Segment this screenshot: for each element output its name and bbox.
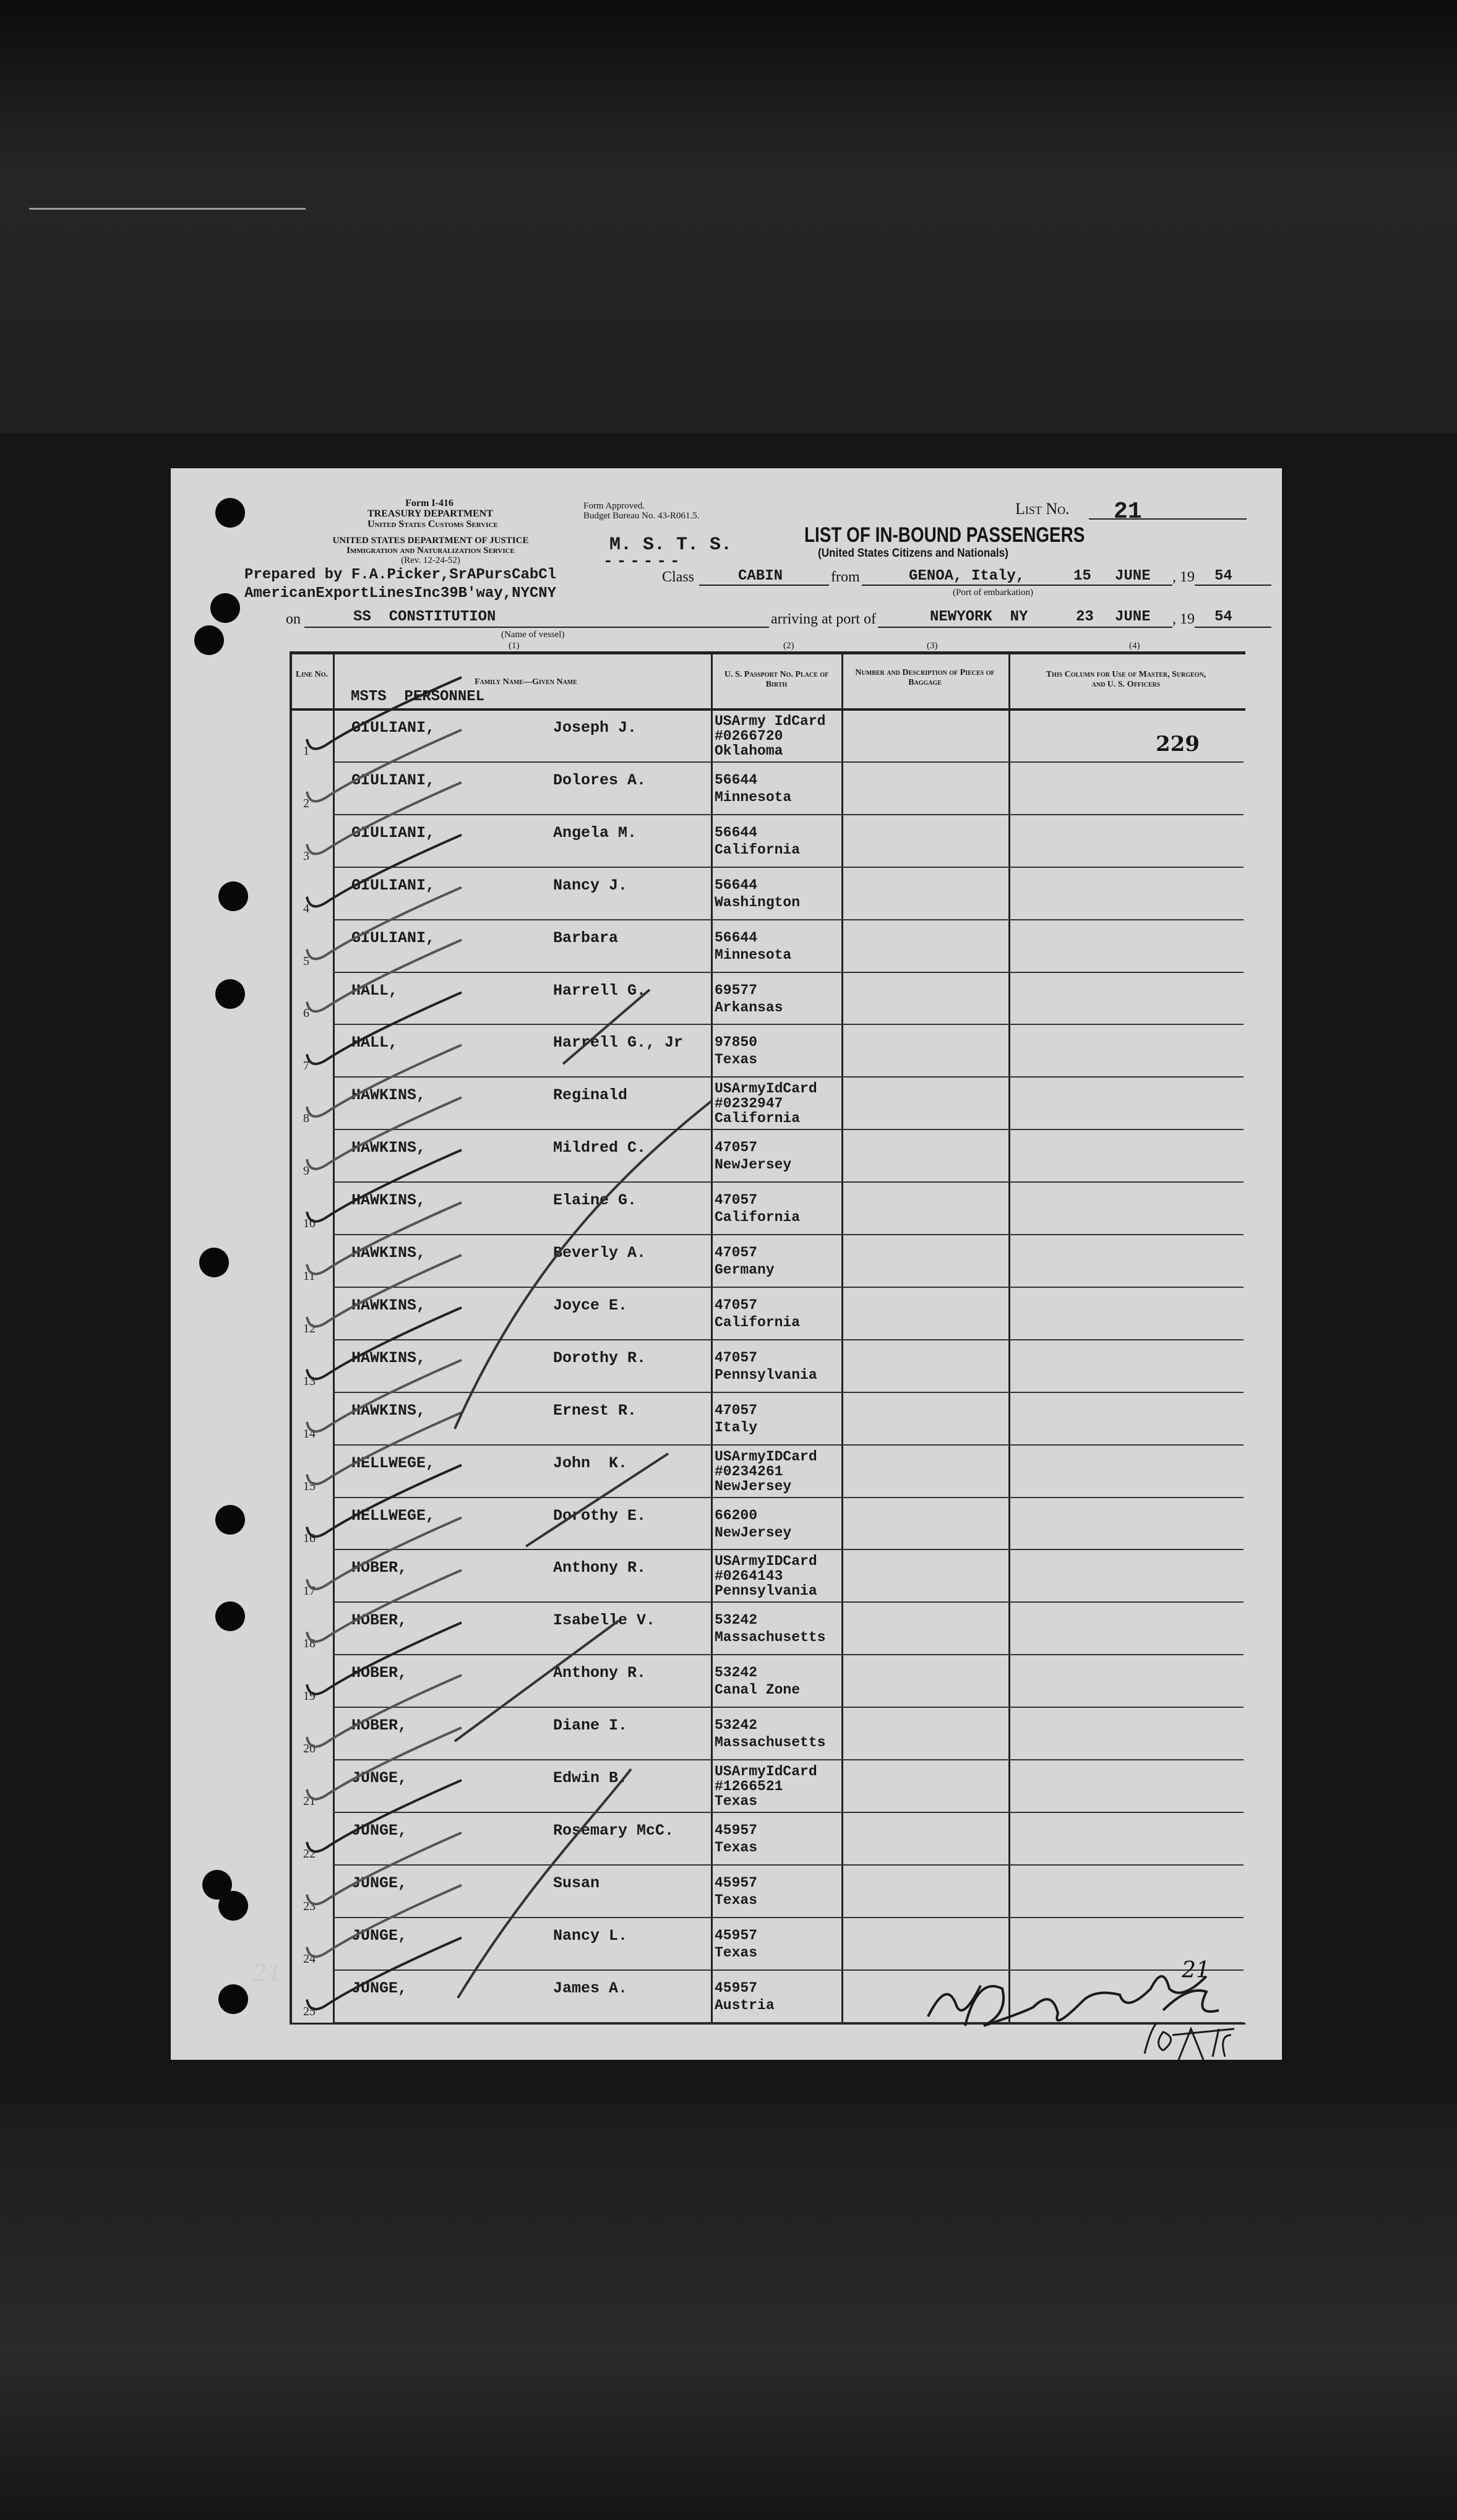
given-name: Dorothy E. xyxy=(553,1506,647,1525)
passport-line: Texas xyxy=(715,1944,758,1961)
check-mark xyxy=(307,1833,462,1905)
family-name: HOBER, xyxy=(351,1664,408,1682)
check-mark xyxy=(307,888,462,959)
given-name: Beverly A. xyxy=(553,1244,647,1262)
given-name: Anthony R. xyxy=(553,1664,647,1682)
passport-line: Arkansas xyxy=(715,999,783,1016)
family-name: GIULIANI, xyxy=(351,928,436,947)
check-mark xyxy=(307,1885,462,1957)
passport-line: Pennsylvania xyxy=(715,1366,817,1383)
line-number: 10 xyxy=(303,1217,316,1230)
passport-line: NewJersey xyxy=(715,1478,792,1494)
passport-line: Canal Zone xyxy=(715,1682,801,1699)
arrival-port: NEWYORK NY xyxy=(930,609,1028,625)
check-mark xyxy=(307,1938,462,2010)
line-number: 9 xyxy=(303,1164,309,1178)
family-name: GIULIANI, xyxy=(351,876,436,894)
passport-line: Massachusetts xyxy=(715,1629,826,1646)
given-name: Harrell G. xyxy=(553,981,647,1000)
family-name: JUNGE, xyxy=(351,1874,408,1892)
header-baggage: Number and Description of Pieces of Baggage xyxy=(855,668,995,687)
check-mark xyxy=(307,940,462,1012)
passport-line: Minnesota xyxy=(715,946,792,963)
family-name: HOBER, xyxy=(351,1611,408,1630)
family-name: HAWKINS, xyxy=(351,1191,426,1210)
column-number-3: (3) xyxy=(927,641,938,651)
pencil-stroke xyxy=(563,990,650,1064)
header-name: Family Name—Given Name xyxy=(475,677,577,687)
line-number: 4 xyxy=(303,901,309,915)
officer-note: 229 xyxy=(1156,732,1200,756)
column-number-1: (1) xyxy=(509,641,520,651)
passport-line: 45957 xyxy=(715,1874,758,1891)
passport-line: #0266720 xyxy=(715,728,783,744)
line-number: 18 xyxy=(303,1637,316,1651)
line-number: 7 xyxy=(303,1059,309,1073)
line-number: 17 xyxy=(303,1584,316,1598)
passport-line: California xyxy=(715,1314,801,1331)
family-name: GIULIANI, xyxy=(351,823,436,842)
margin-count: 21 xyxy=(252,1960,283,1987)
family-name: HAWKINS, xyxy=(351,1296,426,1314)
given-name: Harrell G., Jr xyxy=(553,1034,684,1052)
passport-line: Texas xyxy=(715,1052,758,1068)
passport-line: California xyxy=(715,1209,801,1226)
given-name: James A. xyxy=(553,1979,628,1997)
family-name: HELLWEGE, xyxy=(351,1454,436,1472)
given-name: Angela M. xyxy=(553,823,637,842)
passport-line: 47057 xyxy=(715,1192,758,1209)
passport-line: #0232947 xyxy=(715,1095,783,1112)
list-number-label: List No. xyxy=(1015,500,1070,518)
given-name: Anthony R. xyxy=(553,1559,647,1577)
given-name: Ernest R. xyxy=(553,1401,637,1420)
arriving-label: arriving at port of xyxy=(769,611,878,628)
passport-line: 45957 xyxy=(715,1822,758,1838)
given-name: Elaine G. xyxy=(553,1191,637,1210)
budget-bureau: Budget Bureau No. 43-R061.5. xyxy=(583,511,700,521)
passport-line: USArmyIdCard xyxy=(715,1764,817,1780)
passport-line: 45957 xyxy=(715,1927,758,1944)
given-name: Joyce E. xyxy=(553,1296,628,1314)
passport-line: #0264143 xyxy=(715,1568,783,1585)
form-approved: Form Approved. xyxy=(583,501,645,511)
passport-line: 53242 xyxy=(715,1665,758,1681)
given-name: Reginald xyxy=(553,1086,628,1105)
line-number: 25 xyxy=(303,2004,316,2018)
check-mark xyxy=(307,992,462,1064)
arrival-year: 54 xyxy=(1214,609,1232,625)
check-mark xyxy=(307,1360,462,1432)
line-number: 12 xyxy=(303,1321,316,1335)
passport-line: 69577 xyxy=(715,982,758,998)
passport-line: NewJersey xyxy=(715,1157,792,1173)
family-name: HAWKINS, xyxy=(351,1244,426,1262)
given-name: Isabelle V. xyxy=(553,1611,656,1630)
line-number: 1 xyxy=(303,744,309,758)
line-number: 14 xyxy=(303,1426,316,1441)
arrival-year-prefix: , 19 xyxy=(1172,611,1195,627)
vessel-name: SS CONSTITUTION xyxy=(353,609,496,625)
prepared-by-line-2: AmericanExportLinesInc39B'way,NYCNY xyxy=(244,585,557,602)
given-name: Nancy J. xyxy=(553,876,628,894)
department-of-justice: UNITED STATES DEPARTMENT OF JUSTICE xyxy=(332,536,529,546)
on-label: on xyxy=(286,611,301,627)
passport-line: 56644 xyxy=(715,876,758,893)
treasury-department: TREASURY DEPARTMENT xyxy=(367,508,493,519)
check-mark xyxy=(307,730,462,802)
passport-line: Austria xyxy=(715,1997,775,2013)
passport-line: USArmyIDCard xyxy=(715,1448,817,1465)
passport-line: 56644 xyxy=(715,824,758,841)
check-mark xyxy=(307,1308,462,1379)
given-name: Mildred C. xyxy=(553,1139,647,1157)
check-mark xyxy=(307,1622,462,1694)
pencil-stroke xyxy=(458,1769,631,1998)
line-number: 11 xyxy=(303,1269,316,1283)
passport-line: 47057 xyxy=(715,1296,758,1313)
line-number: 23 xyxy=(303,1899,316,1913)
family-name: JUNGE, xyxy=(351,1821,408,1840)
check-mark xyxy=(307,1570,462,1642)
line-number: 24 xyxy=(303,1952,316,1966)
ins-label: Immigration and Naturalization Service xyxy=(346,546,515,555)
port-of-embarkation-caption: (Port of embarkation) xyxy=(953,588,1033,598)
passport-line: Texas xyxy=(715,1793,758,1809)
embarkation-month: JUNE xyxy=(1115,568,1151,585)
family-name: HELLWEGE, xyxy=(351,1506,436,1525)
given-name: John K. xyxy=(553,1454,628,1472)
passport-line: 56644 xyxy=(715,771,758,788)
check-mark xyxy=(307,1517,462,1589)
passport-line: 47057 xyxy=(715,1402,758,1418)
line-number: 19 xyxy=(303,1689,316,1704)
arrival-month: JUNE xyxy=(1115,609,1151,625)
pencil-stroke xyxy=(455,1621,619,1741)
form-number: Form I-416 xyxy=(405,498,453,508)
revision-label: (Rev. 12-24-52) xyxy=(401,555,460,565)
officer-count: 21 xyxy=(1182,1958,1210,1983)
line-number: 22 xyxy=(303,1846,316,1861)
passport-line: Texas xyxy=(715,1892,758,1908)
given-name: Susan xyxy=(553,1874,600,1892)
class-value: CABIN xyxy=(738,568,783,585)
passport-line: 53242 xyxy=(715,1612,758,1629)
check-mark xyxy=(307,1045,462,1116)
header-officers: This Column for Use of Master, Surgeon, and U. S. Officers xyxy=(1046,670,1206,689)
customs-service: United States Customs Service xyxy=(367,519,498,529)
column-number-4: (4) xyxy=(1129,641,1140,651)
embarkation-day: 15 xyxy=(1073,568,1091,585)
family-name: HOBER, xyxy=(351,1716,408,1735)
arrival-day: 23 xyxy=(1076,609,1094,625)
line-number: 3 xyxy=(303,849,309,863)
check-mark xyxy=(307,782,462,854)
passport-line: Washington xyxy=(715,894,801,911)
passport-line: Italy xyxy=(715,1419,758,1436)
given-name: Dolores A. xyxy=(553,771,647,789)
pencil-stroke xyxy=(526,1454,668,1546)
passport-line: USArmyIdCard xyxy=(715,1081,817,1097)
check-mark xyxy=(307,1150,462,1222)
passport-line: 47057 xyxy=(715,1349,758,1366)
family-name: HAWKINS, xyxy=(351,1086,426,1105)
line-number: 2 xyxy=(303,796,309,810)
given-name: Rosemary McC. xyxy=(553,1821,674,1840)
check-mark xyxy=(307,1780,462,1852)
line-number: 15 xyxy=(303,1479,316,1493)
line-number: 6 xyxy=(303,1006,309,1021)
passport-line: 47057 xyxy=(715,1139,758,1156)
family-name: JUNGE, xyxy=(351,1769,408,1787)
family-name: JUNGE, xyxy=(351,1926,408,1945)
check-mark xyxy=(307,1465,462,1537)
family-name: GIULIANI, xyxy=(351,719,436,737)
passport-line: California xyxy=(715,841,801,858)
check-mark xyxy=(307,677,462,749)
passport-line: 47057 xyxy=(715,1245,758,1261)
list-number-value: 21 xyxy=(1114,499,1142,525)
header-line-no: Line No. xyxy=(295,670,328,679)
passport-line: USArmy IdCard xyxy=(715,713,826,729)
class-label: Class xyxy=(662,569,695,585)
family-name: HALL, xyxy=(351,1034,398,1052)
passport-line: 66200 xyxy=(715,1507,758,1524)
embarkation-year: 54 xyxy=(1214,568,1232,585)
given-name: Edwin B. xyxy=(553,1769,628,1787)
group-label: MSTS PERSONNEL xyxy=(351,688,485,705)
passport-line: #0234261 xyxy=(715,1463,783,1480)
family-name: HAWKINS, xyxy=(351,1401,426,1420)
passport-line: Oklahoma xyxy=(715,743,783,759)
line-number: 21 xyxy=(303,1794,316,1808)
header-passport: U. S. Passport No. Place of Birth xyxy=(724,670,829,689)
family-name: HOBER, xyxy=(351,1559,408,1577)
passport-line: 53242 xyxy=(715,1717,758,1734)
passport-line: Massachusetts xyxy=(715,1734,826,1751)
given-name: Barbara xyxy=(553,928,619,947)
check-mark xyxy=(307,1413,462,1485)
from-label: from xyxy=(829,569,862,586)
check-mark xyxy=(307,1728,462,1799)
family-name: GIULIANI, xyxy=(351,771,436,789)
name-of-vessel-caption: (Name of vessel) xyxy=(501,630,565,640)
given-name: Nancy L. xyxy=(553,1926,628,1945)
line-number: 13 xyxy=(303,1374,316,1388)
passport-line: 45957 xyxy=(715,1979,758,1996)
passport-line: 97850 xyxy=(715,1034,758,1051)
given-name: Diane I. xyxy=(553,1716,628,1735)
msts-label: M. S. T. S. xyxy=(609,534,733,555)
line-number: 5 xyxy=(303,954,309,968)
check-mark xyxy=(307,1202,462,1274)
family-name: HALL, xyxy=(351,981,398,1000)
passport-line: Germany xyxy=(715,1262,775,1278)
pencil-stroke xyxy=(455,1101,711,1429)
line-number: 8 xyxy=(303,1112,309,1126)
passport-line: #1266521 xyxy=(715,1778,783,1794)
line-number: 20 xyxy=(303,1742,316,1755)
passport-line: Minnesota xyxy=(715,789,792,805)
family-name: HAWKINS, xyxy=(351,1348,426,1367)
check-mark xyxy=(307,1097,462,1169)
family-name: JUNGE, xyxy=(351,1979,408,1997)
line-number: 16 xyxy=(303,1532,316,1546)
embarkation-year-prefix: , 19 xyxy=(1172,569,1195,585)
passport-line: California xyxy=(715,1110,801,1127)
passport-line: USArmyIDCard xyxy=(715,1553,817,1570)
passport-line: NewJersey xyxy=(715,1524,792,1541)
document-subtitle: (United States Citizens and Nationals) xyxy=(818,547,1008,560)
family-name: HAWKINS, xyxy=(351,1139,426,1157)
given-name: Dorothy R. xyxy=(553,1348,647,1367)
check-mark xyxy=(307,1675,462,1747)
document-title: LIST OF IN-BOUND PASSENGERS xyxy=(804,523,1085,547)
passport-line: Pennsylvania xyxy=(715,1583,817,1600)
passport-line: Texas xyxy=(715,1839,758,1856)
given-name: Joseph J. xyxy=(553,719,637,737)
check-mark xyxy=(307,1255,462,1327)
prepared-by-line-1: Prepared by F.A.Picker,SrAPursCabCl xyxy=(244,567,557,583)
passport-line: 56644 xyxy=(715,929,758,946)
check-mark xyxy=(307,835,462,907)
column-number-2: (2) xyxy=(783,641,794,651)
msts-dashes: ------ xyxy=(603,552,684,570)
embarkation-port: GENOA, Italy, xyxy=(909,568,1025,585)
